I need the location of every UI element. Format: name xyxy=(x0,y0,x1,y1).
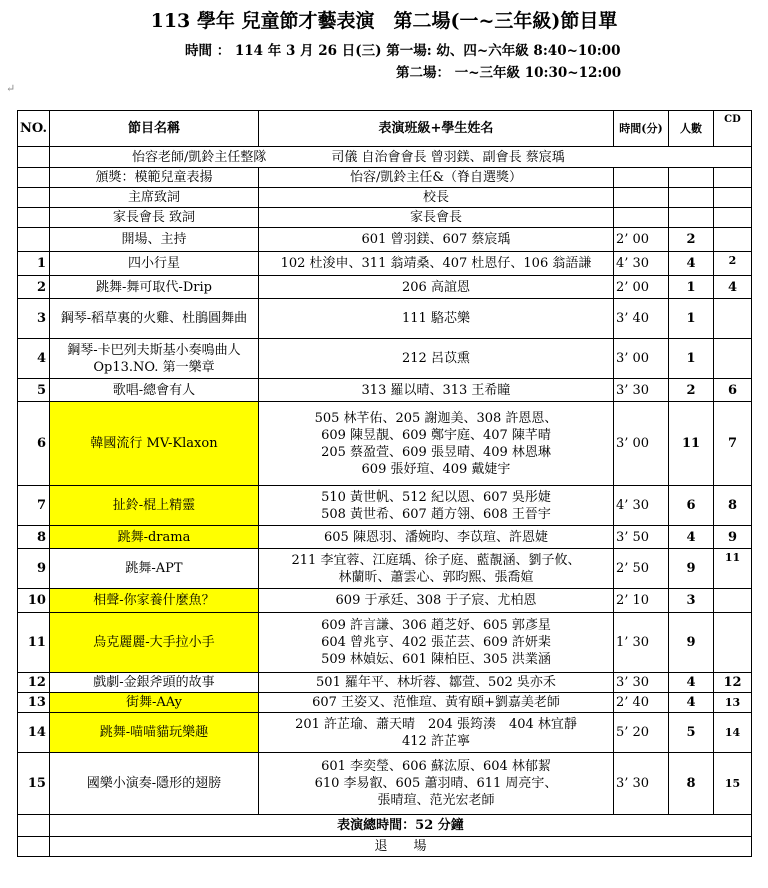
program-number: 8 xyxy=(18,526,50,549)
cd-track: 7 xyxy=(713,402,751,486)
program-table xyxy=(17,110,752,857)
page-title: 113 學年 兒童節才藝表演 第二場(一~三年級)節目單 xyxy=(150,10,618,32)
performer-names xyxy=(258,713,613,753)
table-row xyxy=(18,252,752,276)
performer-names xyxy=(258,549,613,589)
program-name: 開場、主持 xyxy=(49,228,258,252)
table-row xyxy=(18,753,752,815)
program-time: 2’ 40 xyxy=(613,693,668,713)
header-time: 時間(分) xyxy=(613,111,668,147)
program-time: 2’ 10 xyxy=(613,589,668,613)
performer-line: 林蘭昕、蕭雲心、郭昀熙、張喬媗 xyxy=(338,569,534,585)
performer-line: 604 曾兆亨、402 張芷芸、609 許妍棐 xyxy=(321,635,551,650)
schedule-time-line-2: 第二場： 一~三年級 10:30~12:00 xyxy=(396,65,622,81)
performer-count: 4 xyxy=(668,693,713,713)
performer-count: 8 xyxy=(668,753,713,815)
performer-line: 607 王姿又、范惟瑄、黃宥頤+劉嘉美老師 xyxy=(312,695,560,710)
program-time: 3’ 00 xyxy=(613,339,668,379)
table-row xyxy=(18,486,752,526)
performer-count: 11 xyxy=(668,402,713,486)
exit-label: 退 場 xyxy=(49,837,751,857)
program-name: 街舞-AAy xyxy=(49,693,258,713)
performer-count: 5 xyxy=(668,713,713,753)
performer-count: 1 xyxy=(668,276,713,299)
cd-track xyxy=(713,613,751,673)
program-time: 3’ 30 xyxy=(613,673,668,693)
program-number: 11 xyxy=(18,613,50,673)
program-number: 12 xyxy=(18,673,50,693)
performer-names xyxy=(258,753,613,815)
table-row xyxy=(18,693,752,713)
table-row xyxy=(18,713,752,753)
cd-track xyxy=(713,339,751,379)
cd-track: 4 xyxy=(713,276,751,299)
performer-names xyxy=(258,379,613,402)
performer-line: 510 黃世帆、512 紀以恩、607 吳彤婕 xyxy=(321,489,551,505)
program-name: 鋼琴-卡巴列夫斯基小奏鳴曲人 Op13.NO. 第一樂章 xyxy=(49,339,258,379)
performer-line: 609 張妤瑄、409 戴婕宇 xyxy=(361,461,511,477)
cd-track: 6 xyxy=(713,379,751,402)
table-row xyxy=(18,379,752,402)
program-time: 4’ 30 xyxy=(613,486,668,526)
host-line: 怡容老師/凱鈴主任整隊 司儀 自治會會長 曾羽鎂、副會長 蔡宸瑀 xyxy=(49,147,751,168)
cd-track: 2 xyxy=(713,252,751,276)
table-row xyxy=(18,168,752,188)
program-number: 7 xyxy=(18,486,50,526)
program-number: 4 xyxy=(18,339,50,379)
exit-row xyxy=(18,837,752,857)
program-number: 10 xyxy=(18,589,50,613)
performer-names: 校長 xyxy=(258,188,613,208)
program-name: 國樂小演奏-隱形的翅膀 xyxy=(49,753,258,815)
header-no: NO. xyxy=(18,111,50,147)
table-row xyxy=(18,208,752,228)
header-program: 節目名稱 xyxy=(49,111,258,147)
performer-line: 313 羅以晴、313 王希瞳 xyxy=(361,382,511,398)
program-number: 3 xyxy=(18,299,50,339)
performer-names: 怡容/凱鈴主任&（脊自選獎） xyxy=(258,168,613,188)
program-time: 2’ 00 xyxy=(613,276,668,299)
performer-line: 505 林芊佑、205 謝迦美、308 許恩恩、 xyxy=(314,410,558,426)
table-row xyxy=(18,188,752,208)
program-name: 主席致詞 xyxy=(49,188,258,208)
program-time: 3’ 50 xyxy=(613,526,668,549)
table-row xyxy=(18,299,752,339)
performer-count: 9 xyxy=(668,613,713,673)
program-name: 頒獎：模範兒童表揚 xyxy=(49,168,258,188)
performer-count: 3 xyxy=(668,589,713,613)
program-name: 家長會長 致詞 xyxy=(49,208,258,228)
performer-line: 508 黃世希、607 趙方翎、608 王晉宇 xyxy=(321,506,551,522)
table-row xyxy=(18,228,752,252)
program-number: 1 xyxy=(18,252,50,276)
performer-names xyxy=(258,673,613,693)
program-number: 15 xyxy=(18,753,50,815)
table-row xyxy=(18,339,752,379)
table-row xyxy=(18,402,752,486)
performer-line: 605 陳恩羽、潘婉昀、李苡瑄、許恩婕 xyxy=(324,529,548,545)
program-number: 13 xyxy=(18,693,50,713)
performer-line: 205 蔡盈萱、609 張昱晴、409 林恩琳 xyxy=(321,444,551,460)
performer-line: 211 李宜蓉、江庭瑀、徐子庭、藍靚涵、劉子攸、 xyxy=(291,552,581,568)
program-name: 跳舞-APT xyxy=(49,549,258,589)
program-time: 3’ 30 xyxy=(613,379,668,402)
table-row xyxy=(18,549,752,589)
performer-line: 601 李奕瑩、606 蘇汯原、604 林郁絜 xyxy=(321,759,551,774)
performer-line: 509 林媜妘、601 陳柏臣、305 洪業涵 xyxy=(321,652,551,667)
program-time: 3’ 40 xyxy=(613,299,668,339)
performer-line: 610 李易叡、605 蕭羽晴、611 周亮宇、 xyxy=(314,776,558,791)
performer-names xyxy=(258,339,613,379)
header-performers: 表演班級+學生姓名 xyxy=(258,111,613,147)
program-time: 3’ 30 xyxy=(613,753,668,815)
program-number: 5 xyxy=(18,379,50,402)
performer-line: 201 許芷瑜、蕭天晴 204 張筠湊 404 林宜靜 xyxy=(295,716,577,732)
performer-count: 4 xyxy=(668,526,713,549)
performer-names xyxy=(258,276,613,299)
program-number: 9 xyxy=(18,549,50,589)
performer-names xyxy=(258,526,613,549)
schedule-time-line-1: 時間 ： 114 年 3 月 26 日(三) 第一場: 幼、四~六年級 8:40~10:00 xyxy=(185,43,621,59)
cd-track: 13 xyxy=(713,693,751,713)
table-row xyxy=(18,589,752,613)
performer-count: 1 xyxy=(668,299,713,339)
program-time: 3’ 00 xyxy=(613,402,668,486)
performer-line: 212 呂苡熏 xyxy=(402,351,470,366)
program-name: 扯鈴-棍上精靈 xyxy=(49,486,258,526)
performer-count: 1 xyxy=(668,339,713,379)
program-name: 四小行星 xyxy=(49,252,258,276)
table-row xyxy=(18,673,752,693)
performer-line: 609 許言謙、306 趙芝妤、605 郭彥星 xyxy=(321,618,551,633)
performer-line: 501 羅年平、林圻蓉、鄒萱、502 吳亦禾 xyxy=(316,675,556,690)
program-time: 4’ 30 xyxy=(613,252,668,276)
program-number: 14 xyxy=(18,713,50,753)
performer-line: 412 許芷寧 xyxy=(402,733,470,749)
performer-names xyxy=(258,252,613,276)
performer-names: 家長會長 xyxy=(258,208,613,228)
program-time: 1’ 30 xyxy=(613,613,668,673)
cd-track: 9 xyxy=(713,526,751,549)
performer-line: 609 于承廷、308 于子宸、尤柏恩 xyxy=(335,593,537,608)
performer-line: 111 駱芯樂 xyxy=(402,311,470,326)
performer-line: 張晴瑄、范光宏老師 xyxy=(377,793,495,808)
performer-count: 6 xyxy=(668,486,713,526)
program-time: 2’ 00 xyxy=(613,228,668,252)
program-name: 鋼琴-稻草裏的火雞、杜鵑圓舞曲 xyxy=(49,299,258,339)
performer-count: 2 xyxy=(668,379,713,402)
performer-line: 206 高誼恩 xyxy=(402,279,470,295)
performer-count: 2 xyxy=(668,228,713,252)
program-time: 5’ 20 xyxy=(613,713,668,753)
performer-count: 4 xyxy=(668,252,713,276)
header-count: 人數 xyxy=(668,111,713,147)
performer-names xyxy=(258,299,613,339)
performer-count: 9 xyxy=(668,549,713,589)
table-header-row xyxy=(18,111,752,147)
performer-names: 601 曾羽鎂、607 蔡宸瑀 xyxy=(258,228,613,252)
program-name: 韓國流行 MV-Klaxon xyxy=(49,402,258,486)
performer-count: 4 xyxy=(668,673,713,693)
cd-track: 11 xyxy=(713,549,751,589)
cd-track: 15 xyxy=(713,753,751,815)
table-row xyxy=(18,147,752,168)
cd-track xyxy=(713,299,751,339)
performer-line: 102 杜浚申、311 翁靖桑、407 杜恩仔、106 翁語謙 xyxy=(280,256,592,271)
performer-names xyxy=(258,589,613,613)
performer-names xyxy=(258,486,613,526)
table-row xyxy=(18,613,752,673)
cd-track xyxy=(713,589,751,613)
cd-track: 14 xyxy=(713,713,751,753)
performer-names xyxy=(258,693,613,713)
program-number: 2 xyxy=(18,276,50,299)
paragraph-mark-icon: ↵ xyxy=(6,82,16,95)
total-time: 表演總時間：52 分鐘 xyxy=(49,815,751,837)
cd-track: 8 xyxy=(713,486,751,526)
table-row xyxy=(18,526,752,549)
program-name: 跳舞-舞可取代-Drip xyxy=(49,276,258,299)
performer-line: 609 陳昱靚、609 鄭宇庭、407 陳芊晴 xyxy=(321,427,551,443)
cd-track: 12 xyxy=(713,673,751,693)
header-cd: CD xyxy=(713,111,751,147)
table-row xyxy=(18,276,752,299)
performer-names xyxy=(258,402,613,486)
program-name: 烏克麗麗-大手拉小手 xyxy=(49,613,258,673)
program-name: 歌唱-總會有人 xyxy=(49,379,258,402)
program-name: 戲劇-金銀斧頭的故事 xyxy=(49,673,258,693)
total-row xyxy=(18,815,752,837)
program-name: 跳舞-drama xyxy=(49,526,258,549)
program-time: 2’ 50 xyxy=(613,549,668,589)
program-number: 6 xyxy=(18,402,50,486)
program-name: 相聲-你家養什麼魚？ xyxy=(49,589,258,613)
program-name: 跳舞-喵喵貓玩樂趣 xyxy=(49,713,258,753)
performer-names xyxy=(258,613,613,673)
